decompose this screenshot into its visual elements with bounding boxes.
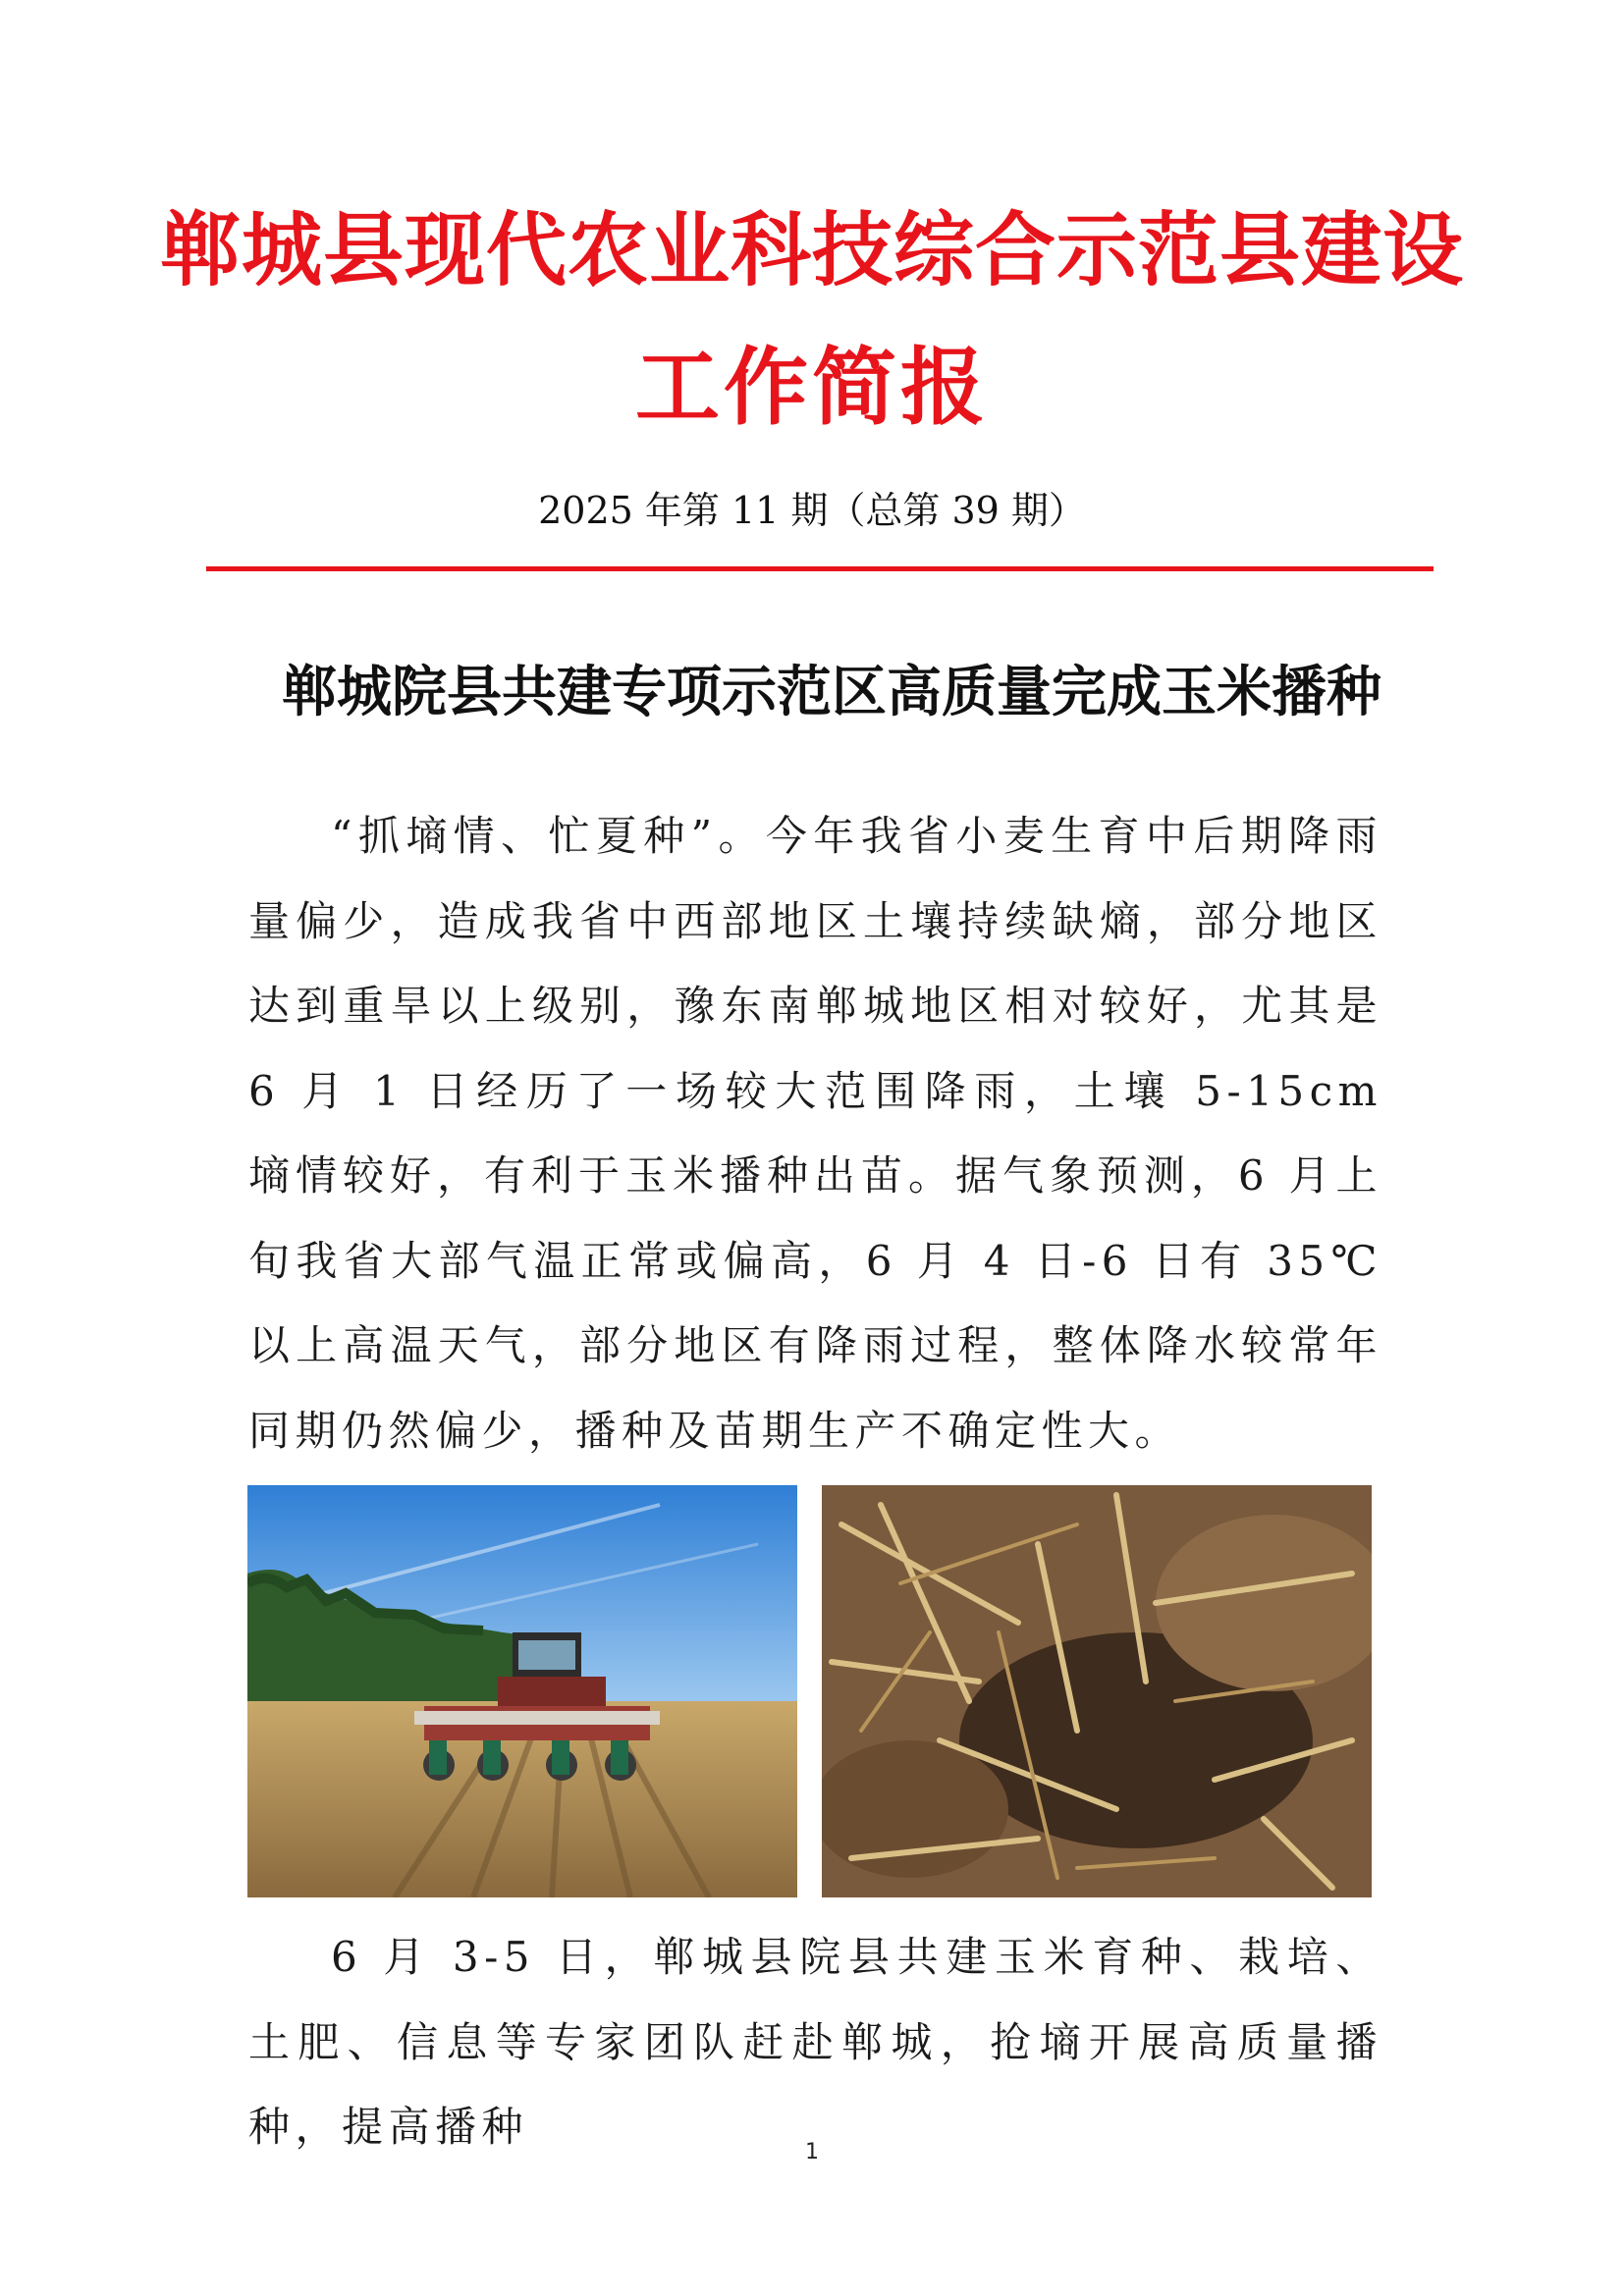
page-number: 1 (805, 2140, 819, 2164)
soil-closeup-photo (822, 1485, 1372, 1897)
tractor-planter-photo (247, 1485, 797, 1897)
issue-number: 2025 年第 11 期（总第 39 期） (538, 489, 1086, 532)
masthead-title-line2: 工作简报 (635, 338, 989, 437)
article-paragraph: “抓墒情、忙夏种”。今年我省小麦生育中后期降雨量偏少，造成我省中西部地区土壤持续缺熵，部分地区达到重旱以上级别，豫东南郸城地区相对较好，尤其是 6 月 1 日经历了一场较大范围降雨，土壤 5-15cm 墒情较好，有利于玉米播种出苗。据气象预测，6 月上旬我省大部气温正常或偏高，6 月 4 日-6 日有 35℃以上高温天气，部分地区有降雨过程，整体降水较常年同期仍然偏少，播种及苗期生产不确定性大。 (248, 812, 1382, 1455)
article-title: 郸城院县共建专项示范区高质量完成玉米播种 (282, 660, 1381, 724)
masthead-divider (206, 566, 1434, 571)
masthead-title-line1: 郸城县现代农业科技综合示范县建设 (159, 203, 1464, 297)
article-paragraph: 6 月 3-5 日，郸城县院县共建玉米育种、栽培、土肥、信息等专家团队赶赴郸城，抢墒开展高质量播种，提高播种 (248, 1933, 1382, 2151)
